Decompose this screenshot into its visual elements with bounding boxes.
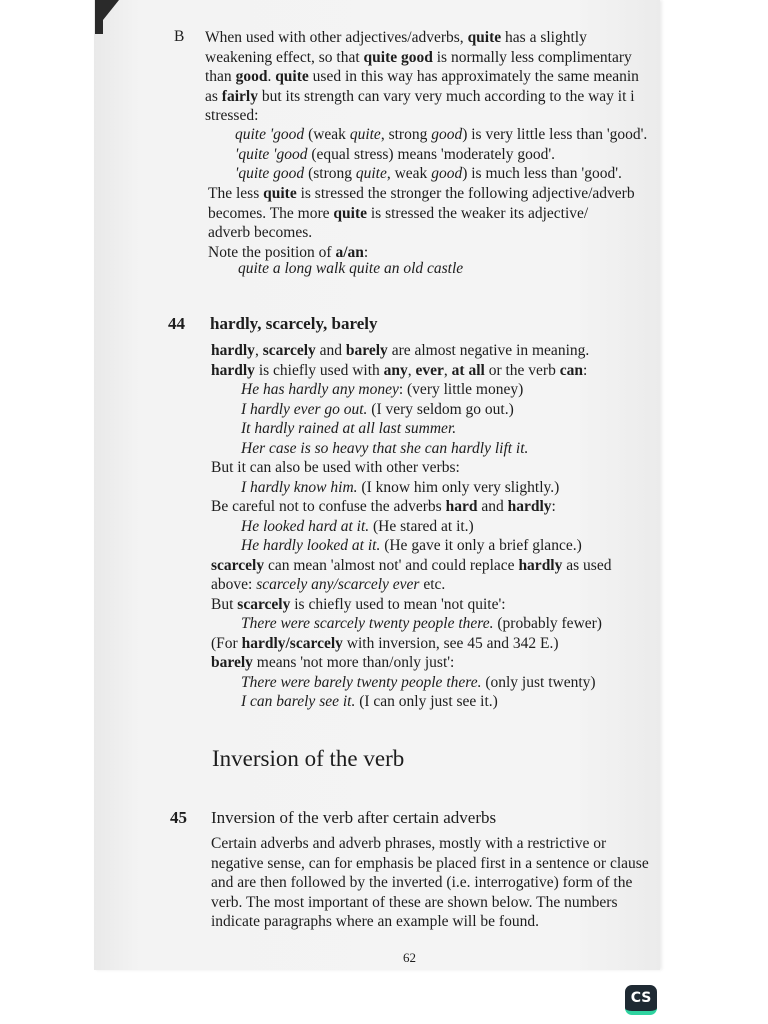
bold-term: hardly/scarcely: [241, 634, 343, 652]
text-run: (strong: [304, 165, 356, 182]
text-line: [238, 259, 463, 279]
text-line: [211, 517, 611, 537]
bold-term: fairly: [221, 87, 258, 105]
section-44-body: [211, 341, 611, 712]
italic-example: I hardly ever go out.: [241, 400, 368, 418]
text-line: [211, 361, 611, 381]
section-b-examples: [235, 125, 647, 184]
text-line: and are then followed by the inverted (i.e. interrogative) form of the: [211, 874, 633, 891]
text-run: (He gave it only a brief glance.): [380, 537, 582, 554]
text-run: or the verb: [484, 361, 560, 379]
text-run: :: [363, 243, 369, 261]
camscanner-logo: CS: [625, 985, 657, 1015]
text-line: [211, 497, 611, 517]
italic-example: quite: [349, 126, 381, 143]
text-line: [211, 634, 611, 654]
section-b-position-examples: [238, 259, 463, 279]
bold-term: quite: [467, 29, 502, 46]
text-run: is stressed the weaker its adjective/: [367, 204, 589, 222]
bold-term: quite: [333, 204, 367, 222]
bold-term: scarcely: [211, 556, 265, 574]
text-run: and: [315, 342, 346, 359]
text-run: ,: [443, 361, 452, 379]
italic-example: He hardly looked at it.: [241, 537, 381, 554]
bold-term: scarcely: [237, 595, 291, 613]
text-line: [235, 145, 647, 165]
text-line: [205, 48, 639, 68]
text-run: :: [551, 498, 556, 515]
text-run: is normally less complimentary: [432, 48, 632, 66]
text-line: [211, 556, 611, 576]
text-run: (I know him only very slightly.): [357, 478, 560, 496]
text-run: (probably fewer): [493, 615, 602, 632]
text-run: stressed:: [205, 107, 259, 124]
text-line: negative sense, can for emphasis be placed first in a sentence or clause: [211, 854, 649, 872]
bold-term: a/an: [335, 243, 364, 261]
text-line: [205, 28, 639, 48]
text-run: and: [477, 498, 508, 515]
text-line: verb. The most important of these are shown below. The numbers: [211, 893, 618, 911]
text-line: [208, 204, 635, 224]
section-44-number: 44: [168, 314, 185, 333]
bold-term: any: [383, 361, 408, 379]
text-run: (I can only just see it.): [355, 693, 498, 710]
text-line: [211, 478, 611, 498]
text-run: , weak: [386, 165, 432, 182]
section-45-body: [211, 834, 649, 932]
section-45-title: Inversion of the verb after certain adverbs: [211, 808, 497, 827]
bold-term: hardly: [211, 342, 255, 359]
text-line: [211, 341, 611, 361]
text-run: Note the position of: [208, 243, 336, 261]
text-line: [211, 536, 611, 556]
italic-example: He has hardly any money: [241, 381, 399, 398]
page-number: 62: [403, 950, 416, 965]
text-line: [211, 575, 611, 595]
text-run: is chiefly used to mean 'not quite':: [290, 595, 506, 613]
text-run: (For: [211, 634, 242, 652]
text-line: [211, 614, 611, 634]
italic-example: 'quite good: [235, 165, 305, 182]
italic-example: scarcely any/scarcely ever: [256, 576, 420, 593]
italic-example: good: [431, 165, 463, 182]
italic-example: Her case is so heavy that she can hardly lift it.: [241, 439, 529, 457]
text-run: .: [267, 68, 276, 85]
text-line: [211, 419, 611, 439]
text-line: [211, 692, 611, 712]
bold-term: quite: [275, 68, 309, 85]
italic-example: There were barely twenty people there.: [241, 673, 482, 691]
italic-example: good: [431, 126, 463, 143]
bold-term: barely: [345, 342, 388, 359]
italic-example: quite a long walk: [238, 260, 346, 277]
text-run: adverb becomes.: [208, 224, 313, 241]
text-run: are almost negative in meaning.: [387, 342, 590, 359]
text-line: [211, 673, 611, 693]
text-run: etc.: [419, 576, 446, 593]
text-line: [211, 439, 611, 459]
text-line: [208, 184, 635, 204]
text-run: used in this way has approximately the same meanin: [308, 68, 639, 85]
section-45-number: 45: [170, 808, 187, 827]
section-b-explanation: [208, 184, 635, 262]
text-run: above:: [211, 576, 257, 593]
text-run: , strong: [380, 126, 432, 143]
text-line: Certain adverbs and adverb phrases, mostly with a restrictive or: [211, 835, 607, 852]
text-line: [211, 595, 611, 615]
bold-term: hardly: [518, 556, 563, 574]
text-run: :: [582, 361, 588, 379]
text-run: Be careful not to confuse the adverbs: [211, 498, 446, 515]
text-line: [211, 653, 611, 673]
bold-term: good: [235, 68, 268, 85]
text-run: can mean 'almost not' and could replace: [264, 556, 519, 574]
bold-term: barely: [211, 654, 253, 671]
chapter-heading: Inversion of the verb: [212, 746, 405, 771]
text-run: ) is much less than 'good'.: [462, 165, 622, 182]
text-line: [205, 67, 639, 87]
section-44-title: hardly, scarcely, barely: [210, 314, 378, 333]
bold-term: scarcely: [262, 342, 316, 359]
text-run: : (very little money): [398, 381, 524, 398]
text-line: [211, 380, 611, 400]
bold-term: quite good: [363, 48, 433, 66]
subsection-letter: B: [174, 28, 185, 45]
text-line: [208, 223, 635, 243]
text-run: ) is very little less than 'good'.: [462, 126, 648, 143]
bold-term: at all: [451, 361, 485, 379]
bold-term: quite: [263, 185, 297, 202]
text-run: (He stared at it.): [369, 517, 474, 535]
text-run: means 'not more than/only just':: [252, 654, 455, 671]
section-b-paragraph: [205, 28, 639, 126]
text-run: than: [205, 68, 236, 85]
italic-example: quite: [355, 165, 387, 182]
text-line: [205, 106, 639, 126]
text-run: ,: [407, 361, 416, 379]
bold-term: ever: [415, 361, 444, 379]
text-run: with inversion, see 45 and 342 E.): [342, 634, 559, 652]
text-run: is chiefly used with: [254, 361, 384, 379]
bold-term: hardly: [211, 361, 255, 379]
italic-example: I can barely see it.: [241, 693, 356, 710]
text-line: [211, 400, 611, 420]
text-run: The less: [208, 185, 264, 202]
bold-term: can: [559, 361, 583, 379]
text-run: But it can also be used with other verbs:: [211, 459, 460, 476]
italic-example: 'quite 'good: [235, 145, 308, 163]
text-run: ,: [254, 342, 263, 359]
bold-term: hard: [445, 498, 478, 515]
italic-example: He looked hard at it.: [241, 517, 370, 535]
text-run: weakening effect, so that: [205, 48, 364, 66]
text-run: as used: [562, 556, 612, 574]
text-run: but its strength can vary very much according to the way it i: [257, 87, 635, 105]
text-run: (weak: [304, 126, 350, 143]
italic-example: I hardly know him.: [241, 478, 358, 496]
text-line: [235, 164, 647, 184]
text-run: But: [211, 595, 238, 613]
text-run: has a slightly: [501, 29, 587, 46]
text-line: indicate paragraphs where an example will be found.: [211, 913, 539, 930]
text-run: becomes. The more: [208, 204, 334, 222]
text-run: (only just twenty): [481, 673, 596, 691]
bold-term: hardly: [507, 498, 552, 515]
text-line: [235, 125, 647, 145]
italic-example: quite an old castle: [349, 260, 464, 277]
text-line: [211, 458, 611, 478]
italic-example: There were scarcely twenty people there.: [241, 615, 494, 632]
text-run: When used with other adjectives/adverbs,: [205, 29, 468, 46]
text-line: [205, 87, 639, 107]
text-run: (I very seldom go out.): [367, 400, 514, 418]
text-run: (equal stress) means 'moderately good'.: [307, 145, 555, 163]
text-run: is stressed the stronger the following adjective/adverb: [296, 185, 635, 202]
text-run: as: [205, 87, 222, 105]
italic-example: It hardly rained at all last summer.: [241, 420, 457, 437]
italic-example: quite 'good: [235, 126, 305, 143]
binding-shadow-triangle: [95, 0, 119, 30]
